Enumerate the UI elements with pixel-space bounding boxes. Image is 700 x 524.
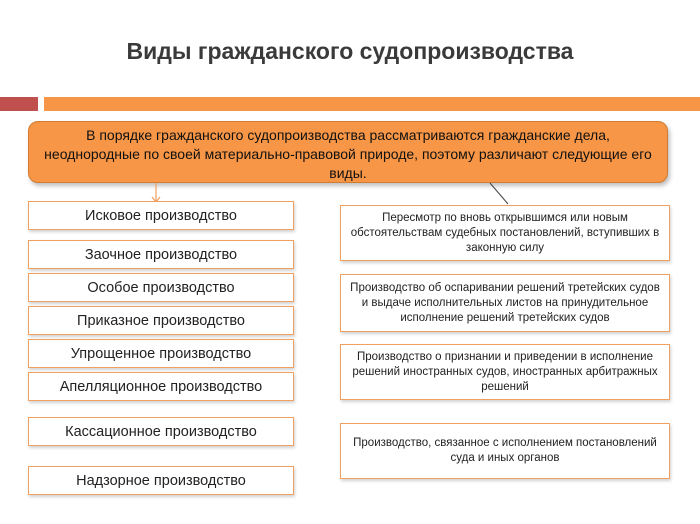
list-item-peresmotr [340, 205, 670, 261]
list-item-label: Апелляционное производство [59, 378, 263, 395]
list-item-kassatsionnoe [28, 417, 294, 446]
list-item-prikaznoe [28, 306, 294, 335]
list-item-inostrannye-sudy [340, 344, 670, 400]
list-item-uproshchennoe [28, 339, 294, 368]
list-item-label: Производство, связанное с исполнением постановлений суда и иных органов [353, 437, 657, 464]
list-item-label: Заочное производство [84, 246, 238, 263]
list-item-osoboe [28, 273, 294, 302]
list-item-label: Упрощенное производство [70, 345, 252, 362]
list-item-apellyatsionnoe [28, 372, 294, 401]
list-item-label: Особое производство [87, 279, 235, 296]
list-item-label: Исковое производство [85, 207, 237, 224]
list-item-label: Приказное производство [77, 312, 245, 329]
page-title: Виды гражданского судопроизводства [126, 38, 574, 64]
list-item-label: Пересмотр по вновь открывшимся или новым обстоятельствам судебных постановлений, вступивших в законную силу [350, 211, 660, 254]
list-item-iskovoe [28, 201, 294, 230]
list-item-label: Кассационное производство [65, 423, 257, 440]
list-item-ispolnenie [340, 423, 670, 479]
list-item-label: Производство об оспаривании решений третейских судов и выдаче исполнительных листов на принудительное исполнение решений третейских судов [350, 281, 660, 324]
list-item-label: Надзорное производство [76, 472, 246, 489]
list-item-zaochnoe [28, 240, 294, 269]
intro-box: В порядке гражданского судопроизводства рассматриваются гражданские дела, неоднородные по своей материально-правовой природе, поэтому различают следующие его виды. [28, 121, 668, 183]
list-item-label: Производство о признании и приведении в исполнение решений иностранных судов, иностранных арбитражных решений [352, 350, 658, 393]
list-item-treteyskie-sudy [340, 274, 670, 332]
connector-right [490, 183, 508, 204]
list-item-nadzornoe [28, 466, 294, 495]
